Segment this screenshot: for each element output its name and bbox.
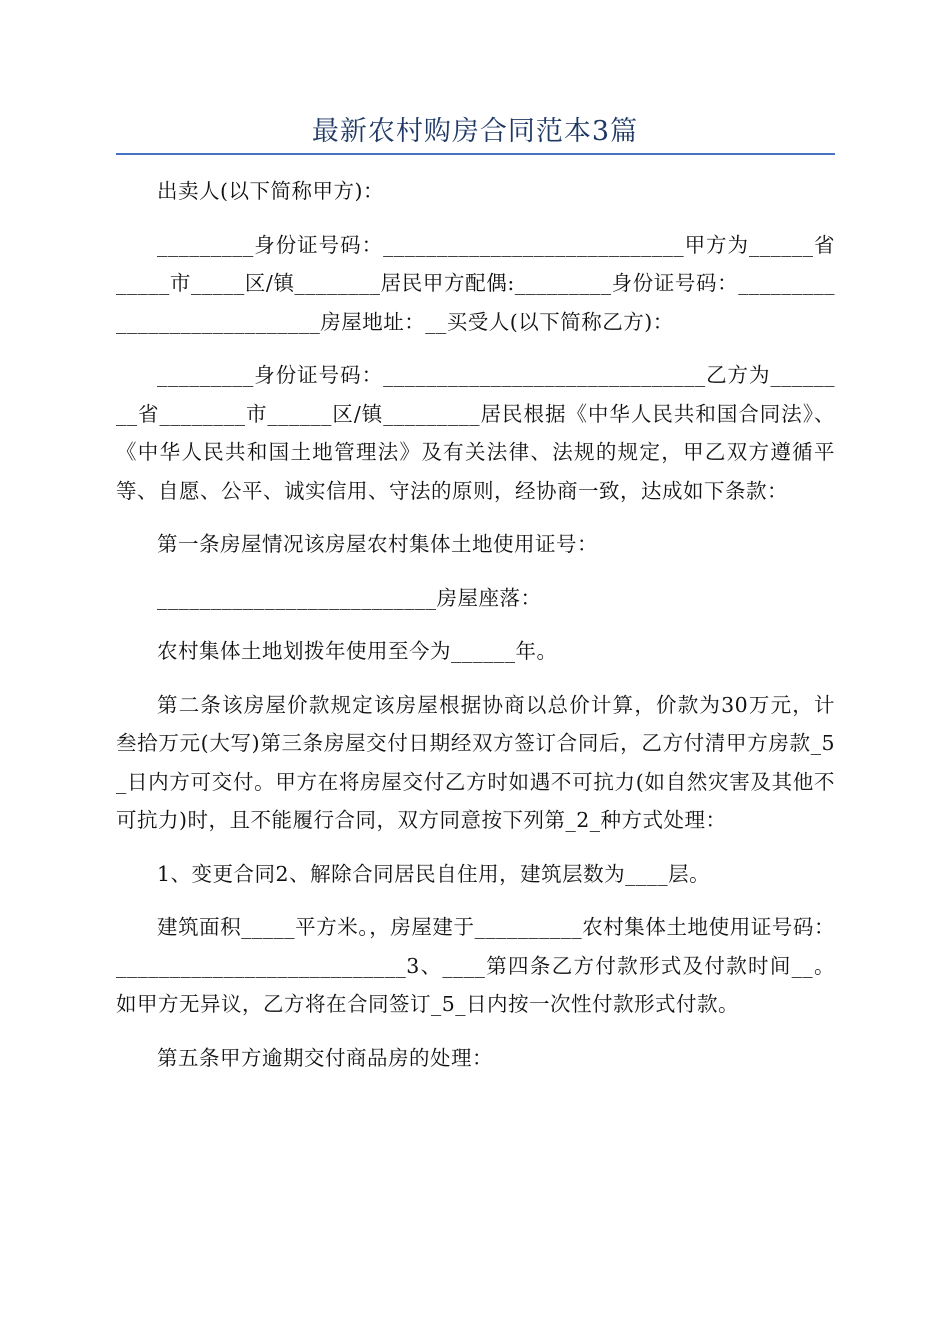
paragraph-article-2: 第二条该房屋价款规定该房屋根据协商以总价计算，价款为30万元，计叁拾万元(大写)第三条房屋交付日期经双方签订合同后，乙方付清甲方房款_5_日内方可交付。甲方在将房屋交付乙方时如遇不可抗力(如自然灾害及其他不可抗力)时，且不能履行合同，双方同意按下列第_2_种方式处理：: [116, 692, 835, 832]
document-title: 最新农村购房合同范本3篇: [311, 116, 639, 147]
paragraph-article-1: 第一条房屋情况该房屋农村集体土地使用证号：: [157, 532, 598, 556]
document-body: [116, 172, 835, 1092]
title-underline: [116, 153, 835, 155]
paragraph-land-use: 农村集体土地划拨年使用至今为______年。: [157, 639, 558, 663]
paragraph-options: 1、变更合同2、解除合同居民自住用，建筑层数为____层。: [157, 861, 711, 886]
paragraph-house-location: __________________________房屋座落：: [157, 585, 542, 610]
paragraph-article-5: 第五条甲方逾期交付商品房的处理：: [157, 1045, 493, 1070]
paragraph-seller-id: _________身份证号码：____________________________甲方为______省_____市_____区/镇________居民甲方配偶:_________身份证号码：____________________________房屋地址：__买受人(以下简称乙方)：: [116, 232, 835, 334]
paragraph-buyer-id: _________身份证号码：______________________________乙方为________省________市______区/镇_________居民根据《中华人民共和国合同法》、《中华人民共和国土地管理法》及有关法律、法规的规定，甲乙双方遵循平等、自愿、公平、诚实信用、守法的原则，经协商一致，达成如下条款：: [116, 363, 835, 503]
paragraph-area: 建筑面积_____平方米。，房屋建于__________农村集体土地使用证号码：___________________________3、____第四条乙方付款形式及付款时间__。如甲方无异议，乙方将在合同签订_5_日内按一次性付款形式付款。: [116, 915, 835, 1016]
paragraph-seller: 出卖人(以下简称甲方)：: [157, 179, 384, 203]
